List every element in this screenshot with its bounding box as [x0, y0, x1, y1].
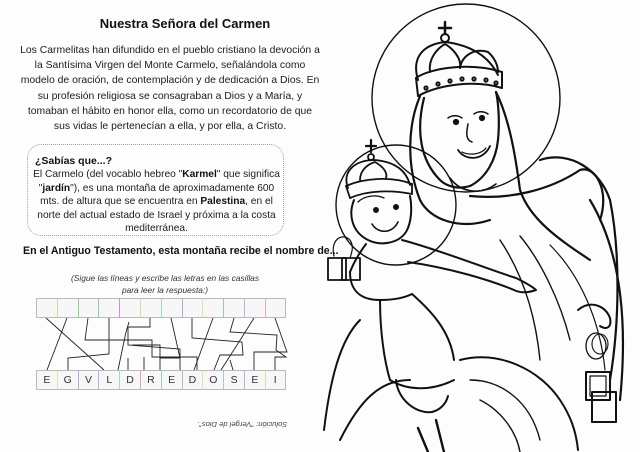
child-crown-icon — [346, 140, 412, 198]
answer-cell[interactable] — [223, 298, 244, 318]
answer-cell[interactable] — [57, 298, 78, 318]
fact-text-part: , en el norte del actual estado de Israel y próxima a la costa mediterránea. — [37, 196, 276, 235]
virgin-figure-icon — [410, 92, 623, 400]
page-title: Nuestra Señora del Carmen — [99, 16, 271, 31]
answer-cell[interactable] — [202, 298, 223, 318]
letter-cell: E — [244, 370, 265, 390]
fact-text-part: " que significa " — [38, 169, 280, 194]
answer-cell[interactable] — [98, 298, 119, 318]
answer-cell[interactable] — [78, 298, 99, 318]
letter-cell: D — [182, 370, 203, 390]
answer-cell[interactable] — [161, 298, 182, 318]
letter-row — [36, 370, 286, 390]
letter-cell: E — [161, 370, 182, 390]
virgin-and-child-illustration — [320, 0, 640, 452]
virgin-crown-icon — [416, 22, 502, 96]
letter-cell: I — [265, 370, 286, 390]
letter-cell: O — [202, 370, 223, 390]
child-figure-icon — [328, 196, 536, 412]
virgin-hand-scapular-icon — [578, 305, 616, 422]
answer-cell[interactable] — [244, 298, 265, 318]
fact-keyword-palestina: Palestina — [200, 196, 246, 208]
letter-cell: R — [140, 370, 161, 390]
letter-cell: L — [98, 370, 119, 390]
question-text: En el Antiguo Testamento, esta montaña recibe el nombre de... — [23, 245, 339, 257]
virgin-halo-icon — [372, 4, 560, 192]
answer-cell[interactable] — [182, 298, 203, 318]
answer-input-row — [36, 298, 286, 318]
did-you-know-title: ¿Sabías que...? — [35, 155, 113, 167]
letter-cell: V — [78, 370, 99, 390]
answer-cell[interactable] — [36, 298, 57, 318]
upside-down-solution: Solución: "Vergel de Dios". — [197, 420, 288, 429]
letter-cell: E — [36, 370, 57, 390]
answer-cell[interactable] — [140, 298, 161, 318]
letter-cell: D — [119, 370, 140, 390]
fact-text-part: "), es una montaña de aproximadamente 600 mts. de altura que se encuentra en — [40, 182, 275, 208]
intro-paragraph: Los Carmelitas han difundido en el pueblo cristiano la devoción a la Santísima Virgen del Monte Carmelo, señalándola como modelo de oración, de contemplación y de dedicación a Dios. En su profesión religiosa se consagraban a Dios y a María, y tomaban el hábito en honor ella, como un recordatorio de que sus vidas le pertenecían a ella, y por ella, a Cristo. — [20, 45, 320, 133]
letter-cell: S — [223, 370, 244, 390]
letter-cell: G — [57, 370, 78, 390]
instructions-line-2: para leer la respuesta:) — [121, 285, 209, 295]
answer-cell[interactable] — [265, 298, 286, 318]
fact-text-part: El Carmelo (del vocablo hebreo " — [33, 169, 183, 180]
instructions-line-1: (Sigue las líneas y escribe las letras en las casillas — [70, 273, 260, 283]
mantle-drapery-icon — [324, 320, 578, 452]
answer-cell[interactable] — [119, 298, 140, 318]
fact-keyword-jardin: jardín — [42, 182, 71, 194]
fact-keyword-karmel: Karmel — [182, 169, 217, 180]
